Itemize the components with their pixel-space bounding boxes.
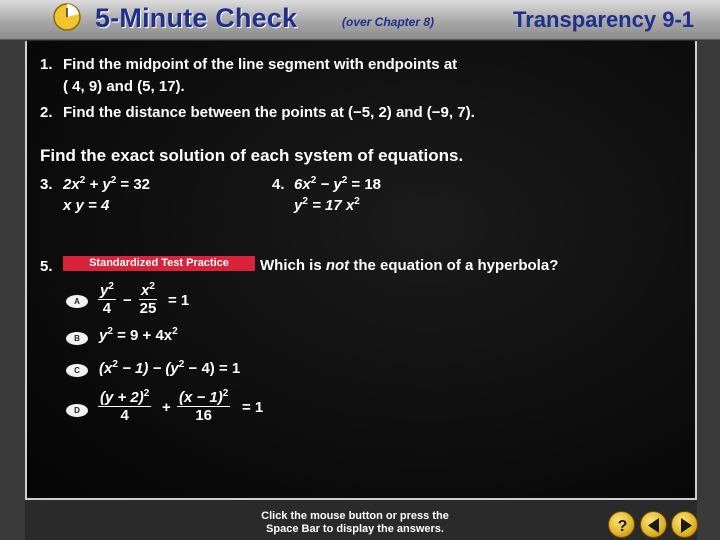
choice-c-equation: $(x^2 - 1) - (y^2 - 4) = 1$ — [99, 359, 241, 377]
choice-a-fraction-2: $\frac{x^2}{25}$ — [139, 281, 157, 317]
footer-line-2: Space Bar to display the answers. — [266, 523, 444, 535]
choice-b-icon[interactable]: B — [66, 332, 88, 345]
q1-number: 1. — [40, 56, 53, 73]
choice-a-rhs: = 1 — [168, 292, 190, 309]
svg-text:?: ? — [617, 518, 628, 535]
choice-a-minus: − — [123, 292, 132, 309]
right-border — [697, 40, 720, 540]
header-banner — [0, 0, 720, 40]
q4-equation-1: $6x^2 - y^2 = 18$ — [294, 175, 382, 193]
next-button[interactable] — [671, 511, 698, 538]
footer-instructions — [200, 510, 510, 536]
choice-d-fraction-1: $\frac{(y + 2)^2}{4}$ — [100, 388, 150, 424]
clock-icon — [52, 2, 82, 32]
q2-number: 2. — [40, 104, 53, 121]
transparency-label: Transparency 9-1 — [513, 7, 694, 32]
choice-a-icon[interactable]: A — [66, 295, 88, 308]
help-button[interactable] — [608, 511, 635, 538]
q3-number: 3. — [40, 176, 53, 193]
q4-equation-2: $y^2 = 17$ $x^2$ — [294, 196, 360, 214]
choice-d-rhs: = 1 — [242, 399, 264, 416]
choice-c-icon[interactable]: C — [66, 364, 88, 377]
left-border — [0, 40, 25, 540]
next-icon — [672, 512, 699, 539]
standardized-test-badge: Standardized Test Practice — [63, 256, 255, 271]
choice-b-equation: $y^2 = 9 + 4x^2$ — [99, 326, 178, 344]
choice-d-fraction-2: $\frac{(x - 1)^2}{16}$ — [179, 388, 229, 424]
choice-d-plus: + — [162, 399, 171, 416]
q3-equation-2: x y = 4 — [63, 197, 110, 214]
q1-line2: ( 4, 9) and (5, 17). — [63, 78, 185, 95]
q2-text: Find the distance between the points at (−5, 2) and (−9, 7). — [63, 104, 475, 121]
q5-prompt: Which is not the equation of a hyperbola? — [260, 257, 559, 274]
previous-button[interactable] — [640, 511, 667, 538]
help-icon — [609, 512, 636, 539]
q3-equation-1: $2x^2 + y^2 = 32$ — [63, 175, 151, 193]
page-title: 5-Minute Check — [95, 3, 298, 33]
section-heading: Find the exact solution of each system of equations. — [40, 146, 464, 165]
q4-number: 4. — [272, 176, 285, 193]
previous-icon — [641, 512, 668, 539]
choice-d-icon[interactable]: D — [66, 404, 88, 417]
q1-line1: Find the midpoint of the line segment with endpoints at — [63, 56, 458, 73]
footer-line-1: Click the mouse button or press the — [261, 510, 449, 522]
choice-a-fraction-1: $\frac{y^2}{4}$ — [100, 281, 114, 317]
q5-number: 5. — [40, 258, 53, 275]
page-subtitle: (over Chapter 8) — [342, 15, 435, 29]
